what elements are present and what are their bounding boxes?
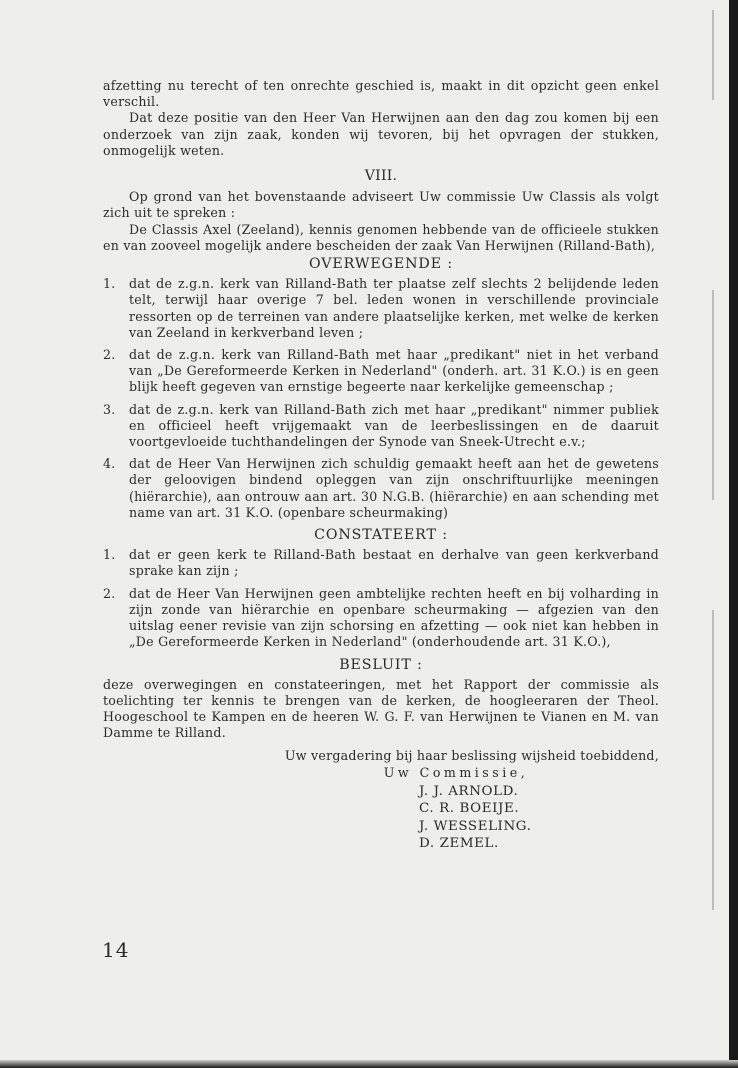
intro-paragraph: afzetting nu terecht of ten onrechte geschied is, maakt in dit opzicht geen enkel verschil. [103,78,659,110]
advice-paragraph: De Classis Axel (Zeeland), kennis genomen hebbende van de officieele stukken en van zooveel mogelijk andere bescheiden der zaak Van Herwijnen (Rilland-Bath), [103,221,659,253]
list-item [103,586,659,651]
item-number: 4. [103,456,116,472]
signature-name: J. J. ARNOLD. [419,783,519,799]
item-number: 1. [103,547,116,563]
item-text: dat de z.g.n. kerk van Rilland-Bath ter plaatse zelf slechts 2 belijdende leden telt, terwijl haar overige 7 bel. leden wonen in verschillende provinciale ressorten op de terreinen van andere plaatselijke kerken, met welke de kerken van Zeeland in kerkverband leven ; [129,276,659,340]
page-edge-shadow [729,0,738,1068]
item-number: 1. [103,276,116,292]
page-fold-line [712,10,714,100]
list-item [103,276,659,341]
overwegende-heading: OVERWEGENDE : [308,256,454,273]
signature-list [419,783,659,853]
document-text [103,78,659,853]
page-edge-shadow [0,1060,738,1068]
item-number: 2. [103,585,116,601]
signature-name: C. R. BOEIJE. [419,801,520,817]
item-text: dat de z.g.n. kerk van Rilland-Bath zich met haar „predikant" nimmer publiek en officieel heeft vrijgemaakt van de leerbeslissingen en de daaruit voortgevloeide tuchthandelingen der Synode van Sneek-Utrecht e.v.; [129,401,659,450]
list-item [103,547,659,579]
closing-line: Uw vergadering bij haar beslissing wijsheid toebiddend, [284,747,659,763]
signature-name: J. WESSELING. [419,818,532,834]
item-text: dat de Heer Van Herwijnen geen ambtelijke rechten heeft en bij volharding in zijn zonde van hiërarchie en openbare scheurmaking — afgezien van den uitslag eener revisie van zijn schorsing en afzetting — ook niet kan hebben in „De Gereformeerde Kerken in Nederland" (onderhoudende art. 31 K.O.), [129,585,659,650]
signature-name: D. ZEMEL. [419,836,499,852]
page-fold-line [712,290,714,500]
item-text: dat er geen kerk te Rilland-Bath bestaat en derhalve van geen kerkverband sprake kan zijn ; [129,547,659,579]
overwegende-list [103,276,659,521]
intro-paragraph: Dat deze positie van den Heer Van Herwijnen aan den dag zou komen bij een onderzoek van zijn zaak, konden wij tevoren, bij het opvragen der stukken, onmogelijk weten. [103,110,659,158]
besluit-heading: BESLUIT : [339,656,423,673]
item-number: 2. [103,347,116,363]
constateert-heading: CONSTATEERT : [314,527,448,544]
page-fold-line [712,610,714,910]
list-item [103,456,659,521]
advice-paragraph: Op grond van het bovenstaande adviseert Uw commissie Uw Classis als volgt zich uit te spreken : [103,189,659,221]
constateert-list [103,547,659,650]
list-item [103,347,659,396]
item-number: 3. [103,401,116,417]
list-item [103,402,659,451]
section-numeral: VIII. [364,168,398,185]
page-number: 14 [102,938,130,962]
item-text: dat de Heer Van Herwijnen zich schuldig gemaakt heeft aan het de gewetens der geloovigen bindend opleggen van zijn onschriftuurlijke meeningen (hiërarchie), aan ontrouw aan art. 30 N.G.B. (hiërarchie) en aan schending met name van art. 31 K.O. (openbare scheurmaking) [129,456,659,520]
commissie-line: Uw Commissie, [383,764,529,780]
item-text: dat de z.g.n. kerk van Rilland-Bath met haar „predikant" niet in het verband van „De Gereformeerde Kerken in Nederland" (onderh. art. 31 K.O.) is en geen blijk heeft gegeven van ernstige begeerte naar kerkelijke gemeenschap ; [129,347,659,395]
besluit-paragraph: deze overwegingen en constateeringen, met het Rapport der commissie als toelichting ter kennis te brengen van de kerken, de hoogleeraren der Theol. Hoogeschool te Kampen en de heeren W. G. F. van Herwijnen te Vianen en M. van Damme te Rilland. [103,676,659,741]
